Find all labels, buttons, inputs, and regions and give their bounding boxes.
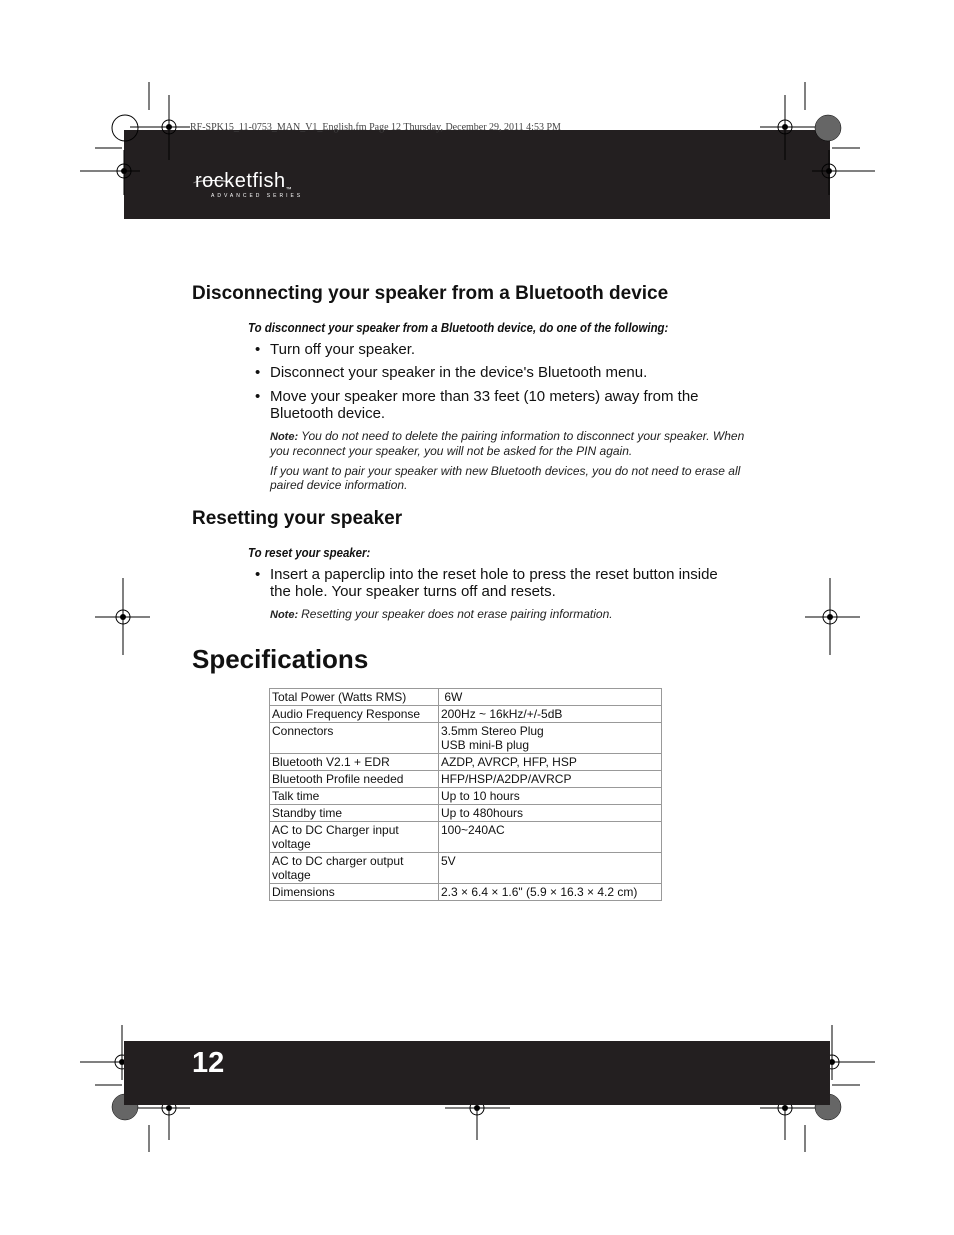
spec-label: Connectors bbox=[270, 723, 439, 754]
spec-value: AZDP, AVRCP, HFP, HSP bbox=[439, 754, 662, 771]
heading-disconnect: Disconnecting your speaker from a Bluetooth device bbox=[192, 283, 669, 304]
table-row bbox=[270, 706, 662, 723]
table-row bbox=[270, 822, 662, 853]
spec-label-line: AC to DC charger output bbox=[272, 854, 404, 868]
spec-label: Standby time bbox=[270, 805, 439, 822]
spec-value: 100~240AC bbox=[439, 822, 662, 853]
spec-label: Bluetooth Profile needed bbox=[270, 771, 439, 788]
table-row bbox=[270, 771, 662, 788]
spec-value: 5V bbox=[439, 853, 662, 884]
note-label: Note: bbox=[270, 609, 299, 621]
spec-value bbox=[439, 723, 662, 754]
spec-label bbox=[270, 853, 439, 884]
spec-label-line: voltage bbox=[272, 837, 311, 851]
specs-table bbox=[269, 688, 662, 901]
note-disconnect bbox=[270, 429, 750, 458]
heading-specifications: Specifications bbox=[192, 644, 369, 674]
spec-label bbox=[270, 822, 439, 853]
table-row bbox=[270, 884, 662, 901]
spec-label: Total Power (Watts RMS) bbox=[270, 689, 439, 706]
note-reset bbox=[270, 607, 750, 622]
print-slug: RF-SPK15_11-0753_MAN_V1_English.fm Page 12 Thursday, December 29, 2011 4:53 PM bbox=[190, 122, 561, 133]
spec-value: 2.3 × 6.4 × 1.6" (5.9 × 16.3 × 4.2 cm) bbox=[439, 884, 662, 901]
spec-value: Up to 10 hours bbox=[439, 788, 662, 805]
disconnect-intro: To disconnect your speaker from a Bluetooth device, do one of the following: bbox=[248, 320, 669, 335]
spec-label: Dimensions bbox=[270, 884, 439, 901]
spec-label: Audio Frequency Response bbox=[270, 706, 439, 723]
table-row bbox=[270, 805, 662, 822]
bullet-text: Turn off your speaker. bbox=[270, 341, 416, 358]
logo-subtitle: ADVANCED SERIES bbox=[211, 193, 304, 199]
note-text: Resetting your speaker does not erase pairing information. bbox=[301, 607, 613, 621]
spec-value: Up to 480hours bbox=[439, 805, 662, 822]
spec-value: 200Hz ~ 16kHz/+/-5dB bbox=[439, 706, 662, 723]
spec-value-line: USB mini-B plug bbox=[441, 738, 530, 752]
note-disconnect-2: If you want to pair your speaker with new Bluetooth devices, you do not need to erase all paired device information. bbox=[270, 464, 741, 492]
page-number: 12 bbox=[192, 1047, 225, 1079]
spec-value: HFP/HSP/A2DP/AVRCP bbox=[439, 771, 662, 788]
table-row bbox=[270, 788, 662, 805]
note-text: You do not need to delete the pairing information to disconnect your speaker. When you reconnect your speaker, you will not be asked for the PIN again. bbox=[270, 429, 745, 458]
bullet-text: Insert a paperclip into the reset hole to press the reset button inside the hole. Your speaker turns off and resets. bbox=[270, 566, 718, 600]
footer-bar bbox=[124, 1041, 830, 1105]
note-label: Note: bbox=[270, 431, 299, 443]
table-row bbox=[270, 723, 662, 754]
heading-reset: Resetting your speaker bbox=[192, 508, 403, 529]
bullet-text: Move your speaker more than 33 feet (10 meters) away from the Bluetooth device. bbox=[270, 388, 699, 422]
rocketfish-logo: rocketfish™ ADVANCED SERIES bbox=[195, 170, 304, 199]
table-row bbox=[270, 754, 662, 771]
spec-label: Talk time bbox=[270, 788, 439, 805]
table-row bbox=[270, 689, 662, 706]
table-row bbox=[270, 853, 662, 884]
bullet-text: Disconnect your speaker in the device's Bluetooth menu. bbox=[270, 364, 648, 381]
spec-value: 6W bbox=[439, 689, 662, 706]
logo-text: rocketfish bbox=[195, 170, 286, 192]
spec-label-line: AC to DC Charger input bbox=[272, 823, 399, 837]
spec-value-line: 3.5mm Stereo Plug bbox=[441, 724, 544, 738]
spec-label-line: voltage bbox=[272, 868, 311, 882]
spec-label: Bluetooth V2.1 + EDR bbox=[270, 754, 439, 771]
reset-intro: To reset your speaker: bbox=[248, 545, 371, 560]
